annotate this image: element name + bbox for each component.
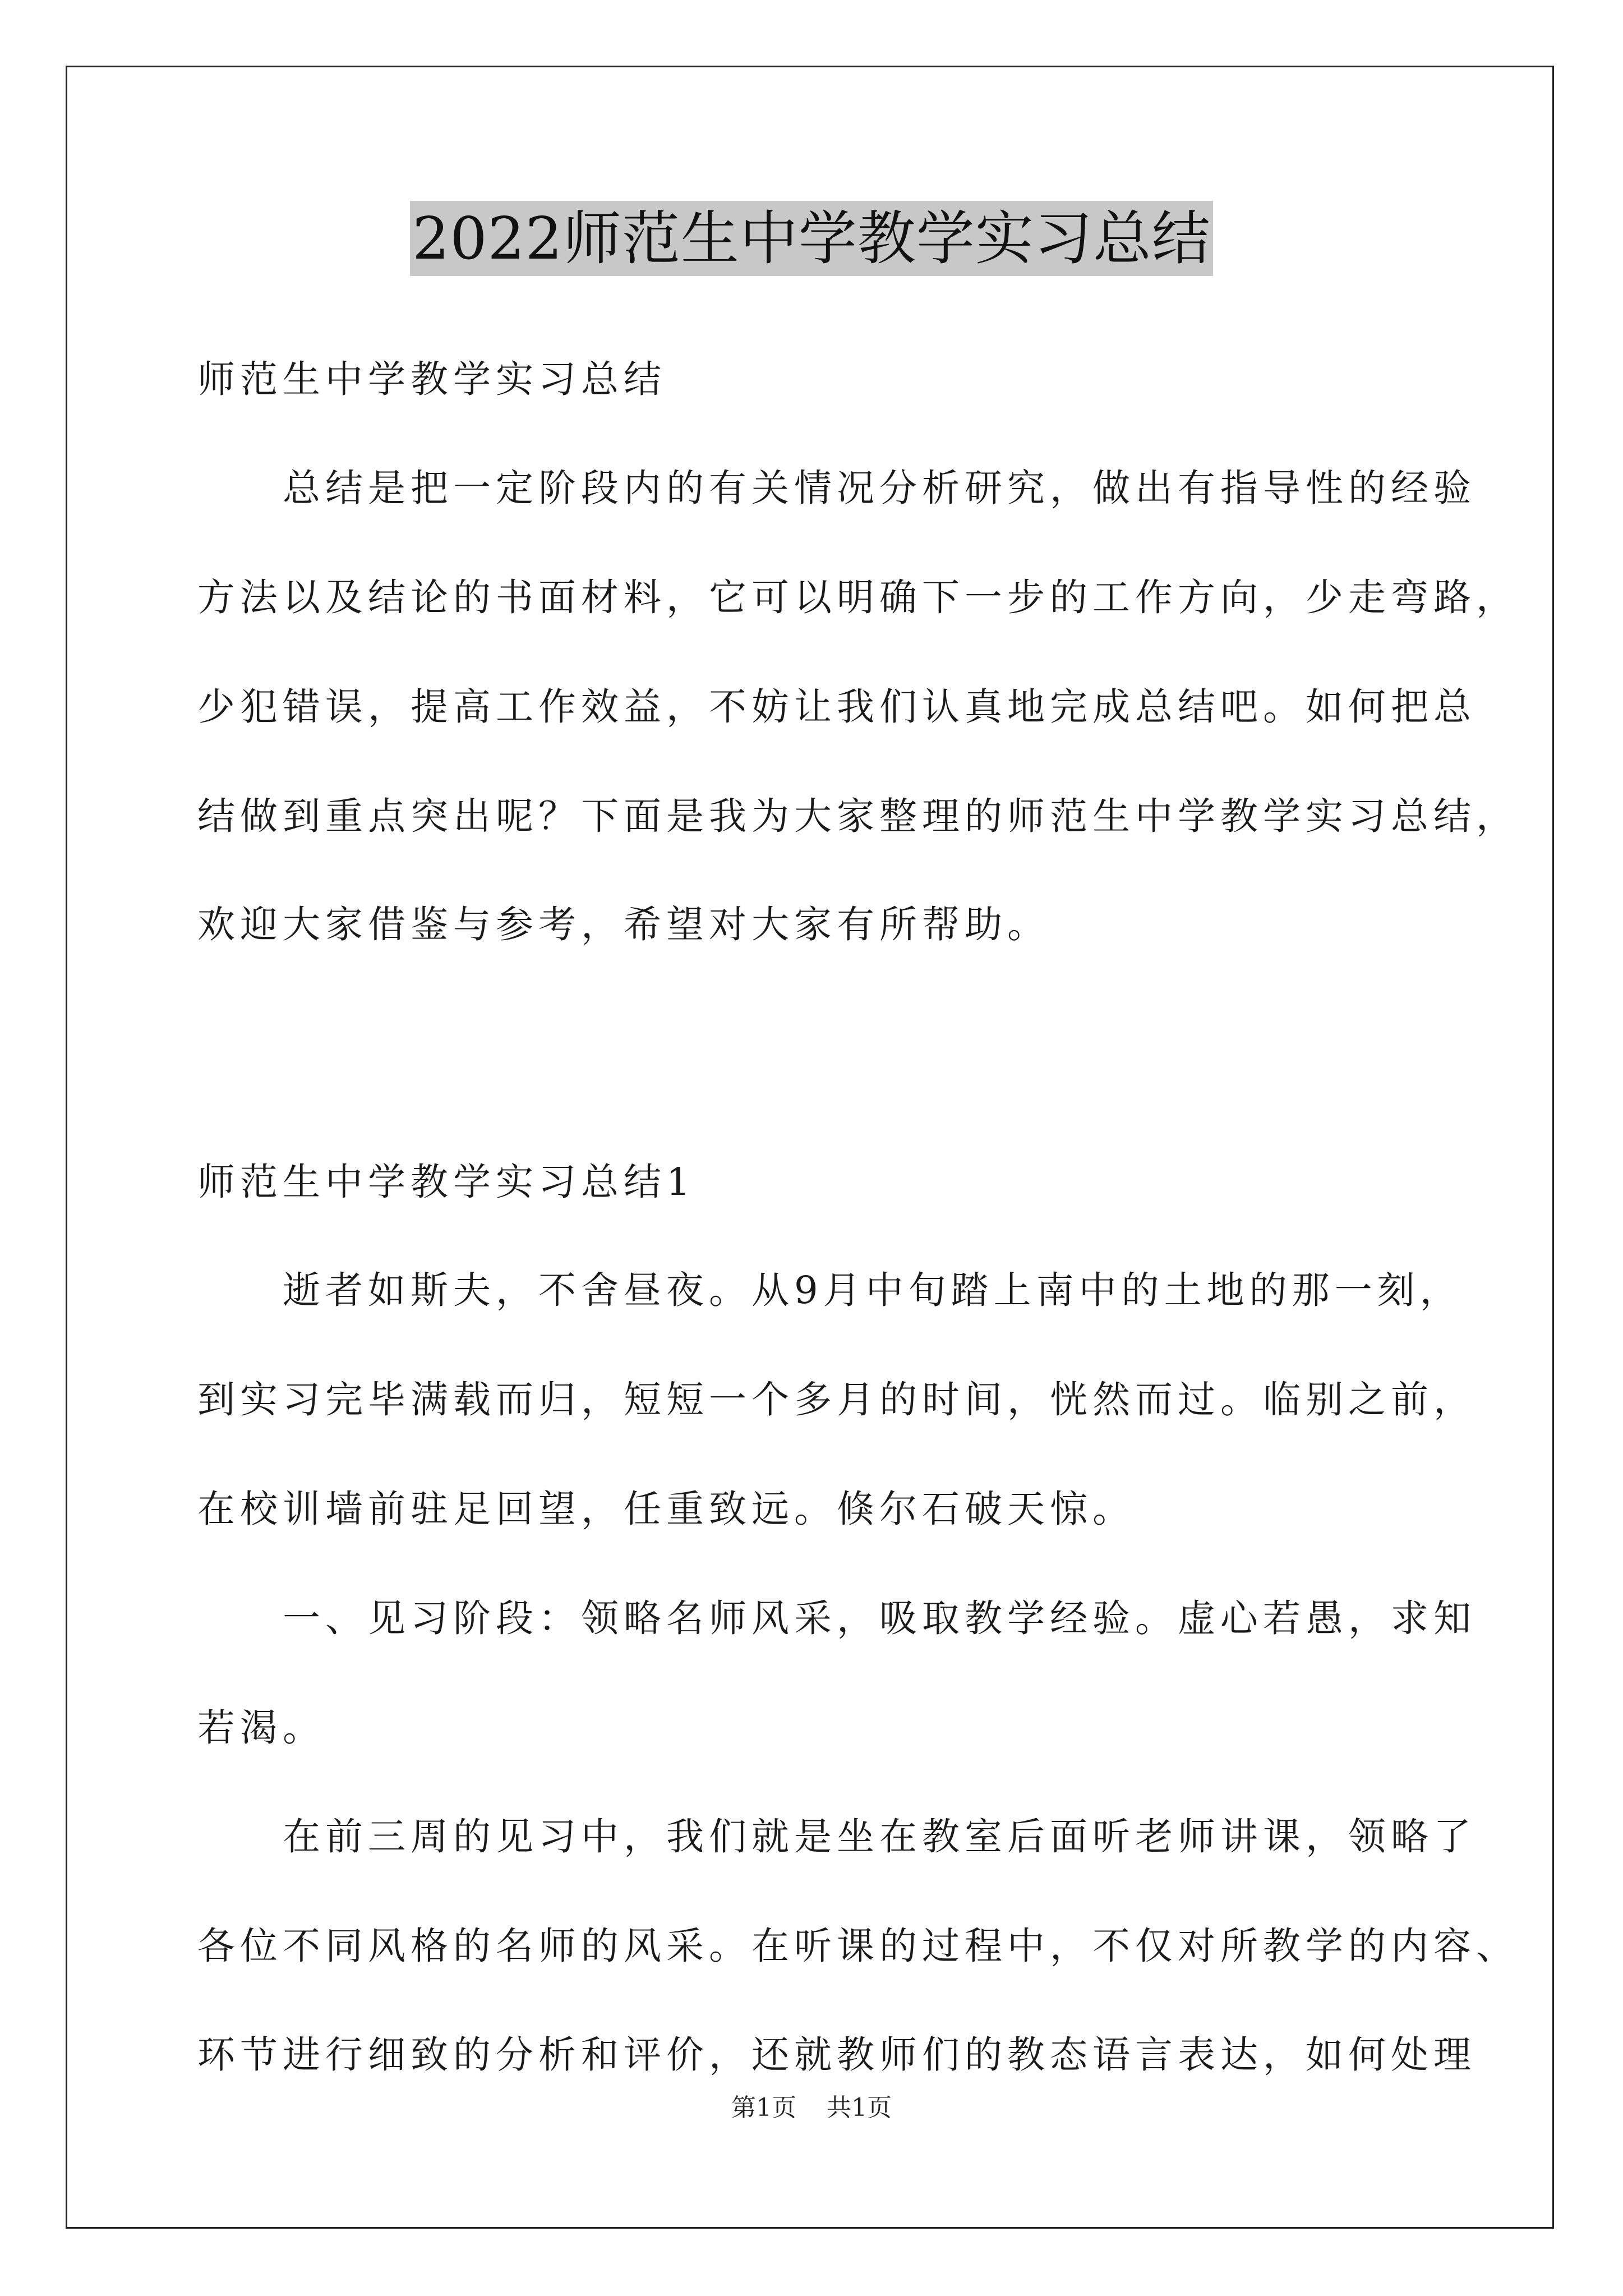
paragraph-line: 在前三周的见习中，我们就是坐在教室后面听老师讲课，领略了 — [197, 1815, 1476, 1858]
title-container — [0, 201, 1623, 276]
paragraph-line: 欢迎大家借鉴与参考，希望对大家有所帮助。 — [197, 903, 1050, 946]
section-heading: 师范生中学教学实习总结1 — [197, 1160, 695, 1204]
page-footer — [0, 2092, 1623, 2124]
paragraph-line: 少犯错误，提高工作效益，不妨让我们认真地完成总结吧。如何把总 — [197, 685, 1476, 729]
paragraph-line: 到实习完毕满载而归，短短一个多月的时间，恍然而过。临别之前， — [197, 1378, 1476, 1421]
subtitle-line: 师范生中学教学实习总结 — [197, 357, 666, 401]
paragraph-line: 方法以及结论的书面材料，它可以明确下一步的工作方向，少走弯路， — [197, 576, 1519, 619]
paragraph-line: 逝者如斯夫，不舍昼夜。从9月中旬踏上南中的土地的那一刻， — [197, 1268, 1463, 1312]
paragraph-line: 一、见习阶段：领略名师风采，吸取教学经验。虚心若愚，求知 — [197, 1596, 1476, 1640]
paragraph-line: 结做到重点突出呢？下面是我为大家整理的师范生中学教学实习总结， — [197, 794, 1519, 838]
paragraph-line: 各位不同风格的名师的风采。在听课的过程中，不仅对所教学的内容、 — [197, 1924, 1519, 1968]
paragraph-line: 环节进行细致的分析和评价，还就教师们的教态语言表达，如何处理 — [197, 2033, 1476, 2077]
page-total: 共1页 — [827, 2093, 892, 2122]
paragraph-line: 在校训墙前驻足回望，任重致远。倏尔石破天惊。 — [197, 1487, 1135, 1531]
page-number: 第1页 — [731, 2093, 796, 2122]
document-title: 2022师范生中学教学实习总结 — [410, 201, 1213, 276]
paragraph-line: 总结是把一定阶段内的有关情况分析研究，做出有指导性的经验 — [197, 466, 1476, 510]
paragraph-line: 若渴。 — [197, 1706, 325, 1750]
